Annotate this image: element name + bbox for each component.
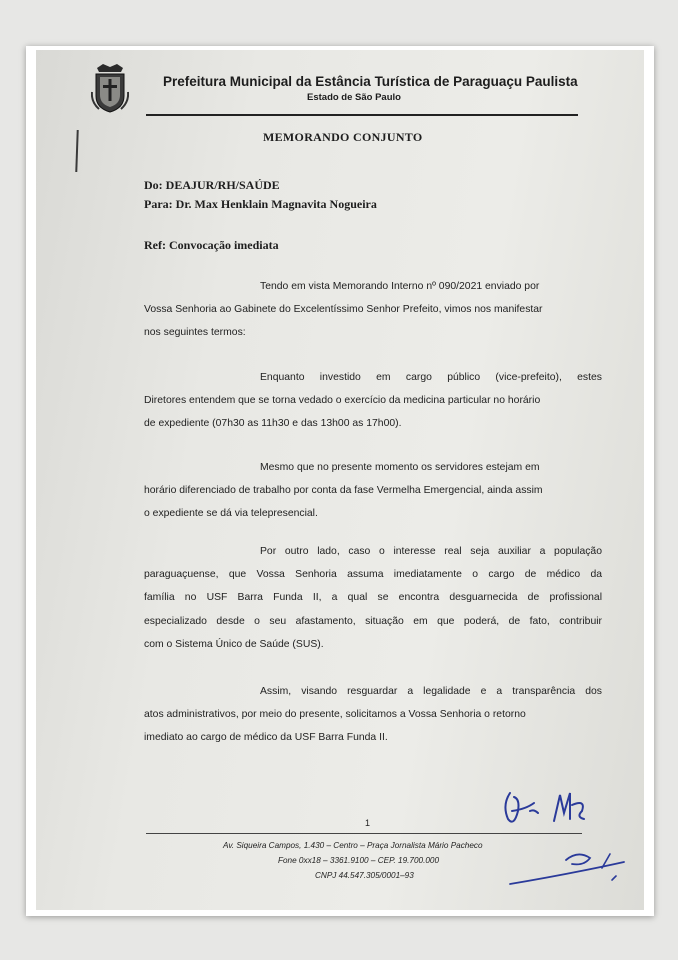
paragraph-line: Diretores entendem que se torna vedado o exercício da medicina particular no horário bbox=[144, 395, 541, 407]
paragraph-line: Enquanto investido em cargo público (vice-prefeito), estes bbox=[260, 372, 602, 383]
paragraph-line: Por outro lado, caso o interesse real seja auxiliar a população bbox=[260, 546, 602, 557]
paragraph-line: Mesmo que no presente momento os servidores estejam em bbox=[260, 462, 540, 473]
footer-rule bbox=[146, 833, 582, 834]
paragraph-line: nos seguintes termos: bbox=[144, 327, 246, 339]
memo-document bbox=[36, 50, 644, 910]
margin-mark bbox=[75, 130, 78, 172]
footer-address: Av. Siqueira Campos, 1.430 – Centro – Praça Jornalista Mário Pacheco bbox=[223, 841, 483, 850]
paragraph-1 bbox=[144, 275, 602, 345]
paragraph-3 bbox=[144, 456, 602, 526]
paragraph-line: família no USF Barra Funda II, a qual se encontra desguarnecida de profissional bbox=[144, 592, 602, 604]
paragraph-5 bbox=[144, 680, 602, 750]
footer-cnpj: CNPJ 44.547.305/0001–93 bbox=[315, 871, 414, 880]
header-title: Prefeitura Municipal da Estância Turística de Paraguaçu Paulista bbox=[163, 74, 578, 89]
header-subtitle: Estado de São Paulo bbox=[307, 92, 401, 103]
paragraph-line: especializado desde o seu afastamento, situação em que poderá, de fato, contribuir bbox=[144, 615, 602, 627]
paragraph-line: horário diferenciado de trabalho por conta da fase Vermelha Emergencial, ainda assim bbox=[144, 485, 543, 497]
memo-ref: Ref: Convocação imediata bbox=[144, 238, 279, 252]
page-number: 1 bbox=[365, 818, 371, 828]
paragraph-2 bbox=[144, 366, 602, 436]
paragraph-4 bbox=[144, 540, 602, 656]
memo-title: MEMORANDO CONJUNTO bbox=[263, 130, 423, 144]
signature-1 bbox=[496, 785, 596, 833]
paragraph-line: imediato ao cargo de médico da USF Barra Funda II. bbox=[144, 732, 388, 744]
footer-phone: Fone 0xx18 – 3361.9100 – CEP. 19.700.000 bbox=[278, 856, 439, 865]
paragraph-line: paraguaçuense, que Vossa Senhoria assuma imediatamente o cargo de médico da bbox=[144, 569, 602, 581]
memo-to: Para: Dr. Max Henklain Magnavita Nogueira bbox=[144, 197, 377, 211]
municipal-crest-icon bbox=[91, 62, 129, 114]
paragraph-line: atos administrativos, por meio do presente, solicitamos a Vossa Senhoria o retorno bbox=[144, 709, 526, 721]
paragraph-line: com o Sistema Único de Saúde (SUS). bbox=[144, 638, 324, 650]
memo-from: Do: DEAJUR/RH/SAÚDE bbox=[144, 178, 280, 192]
signature-2 bbox=[506, 846, 638, 890]
header-rule bbox=[146, 114, 578, 116]
paragraph-line: de expediente (07h30 as 11h30 e das 13h00 as 17h00). bbox=[144, 418, 402, 430]
paragraph-line: Vossa Senhoria ao Gabinete do Excelentíssimo Senhor Prefeito, vimos nos manifestar bbox=[144, 304, 543, 316]
paragraph-line: Tendo em vista Memorando Interno nº 090/2021 enviado por bbox=[260, 281, 540, 292]
paragraph-line: Assim, visando resguardar a legalidade e a transparência dos bbox=[260, 686, 602, 697]
paragraph-line: o expediente se dá via telepresencial. bbox=[144, 508, 318, 520]
